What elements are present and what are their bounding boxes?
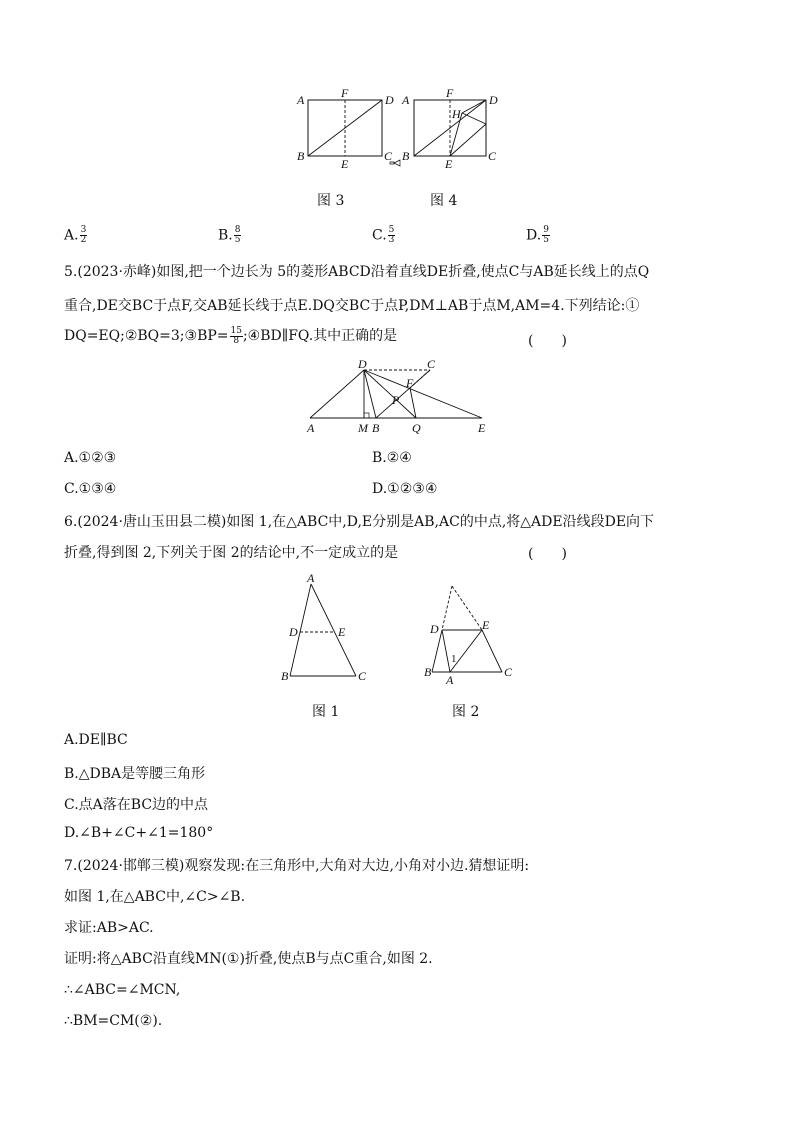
fig2-line-da: [442, 630, 450, 672]
q4-option-c-den: 3: [388, 235, 395, 245]
fig2-label-b: B: [424, 665, 432, 679]
q4-option-d[interactable]: [526, 226, 550, 245]
fig2-dashed-ad: [442, 586, 452, 630]
q5-side-ad: [310, 370, 364, 418]
fig4-label-d: D: [489, 93, 498, 107]
figure-3: [290, 86, 410, 172]
fig2-label-e: E: [482, 618, 490, 632]
fig1-label-e: E: [338, 625, 346, 639]
fig3-label-b: B: [297, 149, 305, 163]
q4-option-b[interactable]: [218, 226, 241, 245]
figure-4: [398, 86, 508, 172]
fig4-line-right-e: [450, 124, 486, 156]
q5-option-c[interactable]: C.①③④: [64, 481, 117, 497]
q6-option-c[interactable]: C.点A落在BC边的中点: [64, 797, 209, 813]
figure-3-svg: [290, 86, 410, 172]
fig3-label-a: A: [297, 93, 305, 107]
fig1-side-ac: [311, 584, 356, 676]
q4-option-a-num: 3: [80, 225, 87, 235]
q5-line-2: 重合,DE交BC于点F,交AB延长线于点E.DQ交BC于点P,DM⊥AB于点M,AM=4.下列结论:①: [64, 298, 640, 314]
q7-line-2: 如图 1,在△ABC中,∠C>∠B.: [64, 889, 246, 905]
q5-bp-den: 8: [233, 335, 240, 346]
fig4-label-f: F: [446, 86, 454, 100]
q5-option-d[interactable]: D.①②③④: [372, 481, 438, 497]
q4-option-b-prefix: B.: [218, 227, 233, 244]
fig3-caption: 图 3: [317, 193, 345, 209]
fig4-label-h: H: [452, 107, 461, 121]
q4-option-a[interactable]: [64, 226, 87, 245]
fig3-label-f: F: [341, 86, 349, 100]
q5-line-3: [64, 326, 397, 346]
q5-label-c: C: [427, 357, 436, 371]
fig3-label-c: C: [384, 149, 393, 163]
q7-line-6: ∴BM=CM(②).: [64, 1013, 163, 1029]
fig2-side-db: [432, 630, 442, 672]
q7-line-1: 7.(2024·邯郸三模)观察发现:在三角形中,大角对大边,小角对小边.猜想证明:: [64, 858, 530, 874]
q6-line-1: 6.(2024·唐山玉田县二模)如图 1,在△ABC中,D,E分别是AB,AC的中点,将△ADE沿线段DE向下: [64, 514, 655, 530]
q4-option-d-prefix: D.: [526, 227, 542, 244]
q4-option-c-prefix: C.: [372, 227, 387, 244]
q5-de: [364, 370, 482, 418]
q6-option-d[interactable]: D.∠B+∠C+∠1=180°: [64, 825, 214, 841]
q6-figure-1: [278, 572, 378, 688]
q7-line-3: 求证:AB>AC.: [64, 920, 154, 936]
q5-label-a: A: [307, 421, 315, 435]
fig4-line-hd: [462, 100, 486, 113]
fig2-label-d: D: [430, 622, 439, 636]
fig2-side-ec: [482, 630, 502, 672]
fig1-label-a: A: [307, 571, 315, 585]
fig3-label-d: D: [385, 93, 394, 107]
q4-option-c[interactable]: [372, 226, 395, 245]
q5-line-1: 5.(2023·赤峰)如图,把一个边长为 5的菱形ABCD沿着直线DE折叠,使点C与AB延长线上的点Q: [64, 264, 650, 280]
q5-label-q: Q: [412, 421, 421, 435]
q5-label-b: B: [372, 421, 380, 435]
fig1-label-b: B: [281, 669, 289, 683]
q5-label-e: E: [478, 421, 486, 435]
figure-4-svg: [398, 86, 508, 172]
fig4-line-h-right: [462, 113, 486, 124]
q5-answer-paren[interactable]: ( ): [528, 333, 567, 349]
fig2-line-ea: [450, 630, 482, 672]
q5-line-3a: DQ=EQ;②BQ=3;③BP=: [64, 328, 229, 344]
q6-option-b[interactable]: B.△DBA是等腰三角形: [64, 766, 206, 782]
q4-option-a-den: 2: [80, 235, 87, 245]
q6-figure-1-svg: [278, 572, 378, 688]
fig3-label-e: E: [341, 157, 349, 171]
q5-label-m: M: [358, 421, 368, 435]
q5-figure: [300, 357, 500, 438]
fig4-label-c: C: [488, 149, 497, 163]
q5-bp-num: 15: [230, 325, 242, 336]
q5-figure-svg: [300, 357, 500, 438]
q6-fig2-caption: 图 2: [452, 704, 480, 720]
fig4-label-a: A: [402, 93, 410, 107]
q6-answer-paren[interactable]: ( ): [528, 546, 567, 562]
fig2-label-a: A: [446, 673, 454, 687]
fig1-label-d: D: [289, 625, 298, 639]
fig4-label-b: B: [402, 149, 410, 163]
q5-option-b[interactable]: B.②④: [372, 450, 412, 466]
fig4-caption: 图 4: [430, 193, 458, 209]
fig2-label-c: C: [504, 665, 513, 679]
q7-line-5: ∴∠ABC=∠MCN,: [64, 982, 181, 998]
q5-label-p: P: [392, 393, 400, 407]
q5-db: [364, 370, 376, 418]
q7-line-4: 证明:将△ABC沿直线MN(①)折叠,使点B与点C重合,如图 2.: [64, 951, 433, 967]
q5-label-d: D: [358, 357, 367, 371]
fig2-dashed-ae: [452, 586, 482, 630]
q6-line-2: 折叠,得到图 2,下列关于图 2的结论中,不一定成立的是: [64, 545, 399, 561]
q5-label-f: F: [406, 376, 414, 390]
fig1-label-c: C: [358, 669, 367, 683]
q4-option-c-num: 5: [388, 225, 395, 235]
q5-option-a[interactable]: A.①②③: [64, 450, 117, 466]
q6-option-a[interactable]: A.DE∥BC: [64, 732, 128, 748]
q5-line-3b: ;④BD∥FQ.其中正确的是: [242, 328, 398, 344]
q5-right-angle: [364, 413, 369, 418]
q6-fig1-caption: 图 1: [312, 704, 340, 720]
q6-figure-2: [420, 576, 520, 688]
fig2-label-angle-1: 1: [451, 653, 457, 665]
q4-option-d-num: 9: [543, 225, 549, 235]
fig4-label-e: E: [445, 157, 453, 171]
q4-option-a-prefix: A.: [64, 227, 79, 244]
q4-option-b-den: 5: [234, 235, 241, 245]
q4-option-b-num: 8: [234, 225, 241, 235]
q6-figure-2-svg: [420, 576, 520, 688]
q4-option-d-den: 5: [543, 235, 549, 245]
